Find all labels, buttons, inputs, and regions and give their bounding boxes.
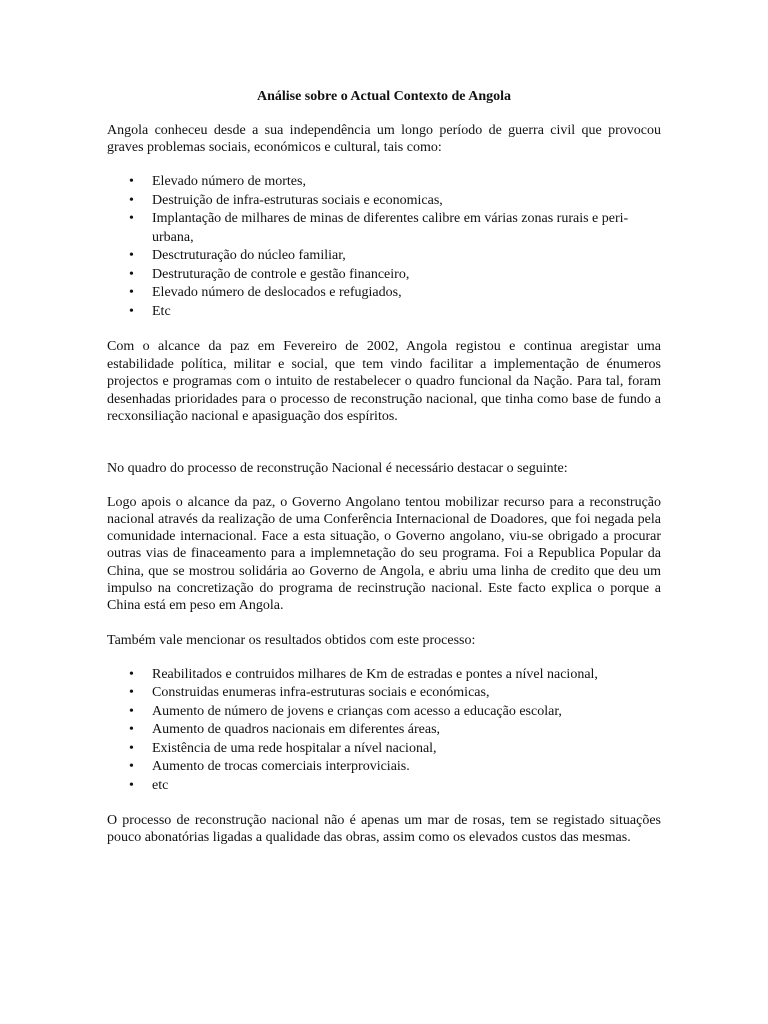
list-item <box>107 703 661 722</box>
bullet-icon: • <box>129 192 134 208</box>
list-item <box>107 284 661 303</box>
list-item <box>107 740 661 759</box>
results-intro-paragraph: Também vale mencionar os resultados obtidos com este processo: <box>107 632 476 648</box>
bullet-icon: • <box>129 740 134 756</box>
list-item-text: Etc <box>152 303 171 319</box>
list-item-text: Elevado número de mortes, <box>152 174 306 189</box>
bullet-icon: • <box>129 777 134 793</box>
list-item-text: etc <box>152 777 169 793</box>
bullet-icon: • <box>129 685 134 701</box>
list-item <box>107 777 661 796</box>
intro-paragraph: Angola conheceu desde a sua independência um longo período de guerra civil que provocou graves problemas sociais, económicos e cultural, tais como: <box>107 123 661 155</box>
consequences-list <box>107 173 661 321</box>
list-item <box>107 666 661 685</box>
list-item-text: Aumento de quadros nacionais em diferentes áreas, <box>152 722 441 738</box>
list-item-text: Aumento de trocas comerciais interproviciais. <box>152 759 410 775</box>
list-item <box>107 210 661 247</box>
document-page <box>107 88 661 847</box>
list-item <box>107 173 661 192</box>
document-title: Análise sobre o Actual Contexto de Angola <box>256 89 512 104</box>
bullet-icon: • <box>129 303 134 319</box>
list-item-text: Desctruturação do núcleo familiar, <box>152 248 346 263</box>
list-item <box>107 192 661 211</box>
list-item-text: Implantação de milhares de minas de diferentes calibre em várias zonas rurais e peri-urbana, <box>152 211 629 245</box>
bullet-icon: • <box>129 666 134 682</box>
list-item <box>107 721 661 740</box>
list-item-text: Reabilitados e contruidos milhares de Km de estradas e pontes a nível nacional, <box>152 666 598 682</box>
list-item <box>107 247 661 266</box>
bullet-icon: • <box>129 174 134 189</box>
list-item-text: Destruturação de controle e gestão financeiro, <box>152 266 410 282</box>
list-item-text: Existência de uma rede hospitalar a nível nacional, <box>152 740 437 756</box>
list-item <box>107 758 661 777</box>
bullet-icon: • <box>129 759 134 775</box>
closing-paragraph: O processo de reconstrução nacional não é apenas um mar de rosas, tem se registado situações pouco abonatórias ligadas a qualidade das obras, assim como os elevados custos das mesmas. <box>107 813 661 846</box>
list-item <box>107 684 661 703</box>
bullet-icon: • <box>129 266 134 282</box>
funding-paragraph: Logo apois o alcance da paz, o Governo Angolano tentou mobilizar recurso para a reconstrução nacional através da realização de uma Conferência Internacional de Doadores, que foi negada pela comunidade internacional. Face a esta situação, o Governo angolano, viu-se obrigado a procurar outras vias de finaceamento para a implemnetação do seu programa. Foi a Republica Popular da China, que se mostrou solidária ao Governo de Angola, e abriu uma linha de credito que deu um impulso na concretização do programa de recinstrução nacional. Este facto explica o porque a China está em peso em Angola. <box>107 494 661 614</box>
list-item-text: Construidas enumeras infra-estruturas sociais e económicas, <box>152 685 490 701</box>
peace-paragraph: Com o alcance da paz em Fevereiro de 2002, Angola registou e continua aregistar uma estabilidade política, militar e social, que tem vindo facilitar a implementação de énumeros projectos e programas com o intuito de restabelecer o quadro funcional da Nação. Para tal, foram desenhadas prioridades para o processo de reconstrução nacional, que tinha como base de fundo a recxonsiliação nacional e apasiguação dos espíritos. <box>107 339 661 424</box>
bullet-icon: • <box>129 211 134 226</box>
bullet-icon: • <box>129 722 134 738</box>
reconstruction-intro-paragraph: No quadro do processo de reconstrução Nacional é necessário destacar o seguinte: <box>107 460 568 476</box>
list-item-text: Elevado número de deslocados e refugiados, <box>152 285 402 300</box>
list-item-text: Aumento de número de jovens e crianças com acesso a educação escolar, <box>152 703 562 719</box>
list-item-text: Destruição de infra-estruturas sociais e economicas, <box>152 192 443 208</box>
list-item <box>107 303 661 322</box>
bullet-icon: • <box>129 703 134 719</box>
bullet-icon: • <box>129 285 134 300</box>
bullet-icon: • <box>129 248 134 263</box>
results-list <box>107 666 661 796</box>
list-item <box>107 266 661 285</box>
